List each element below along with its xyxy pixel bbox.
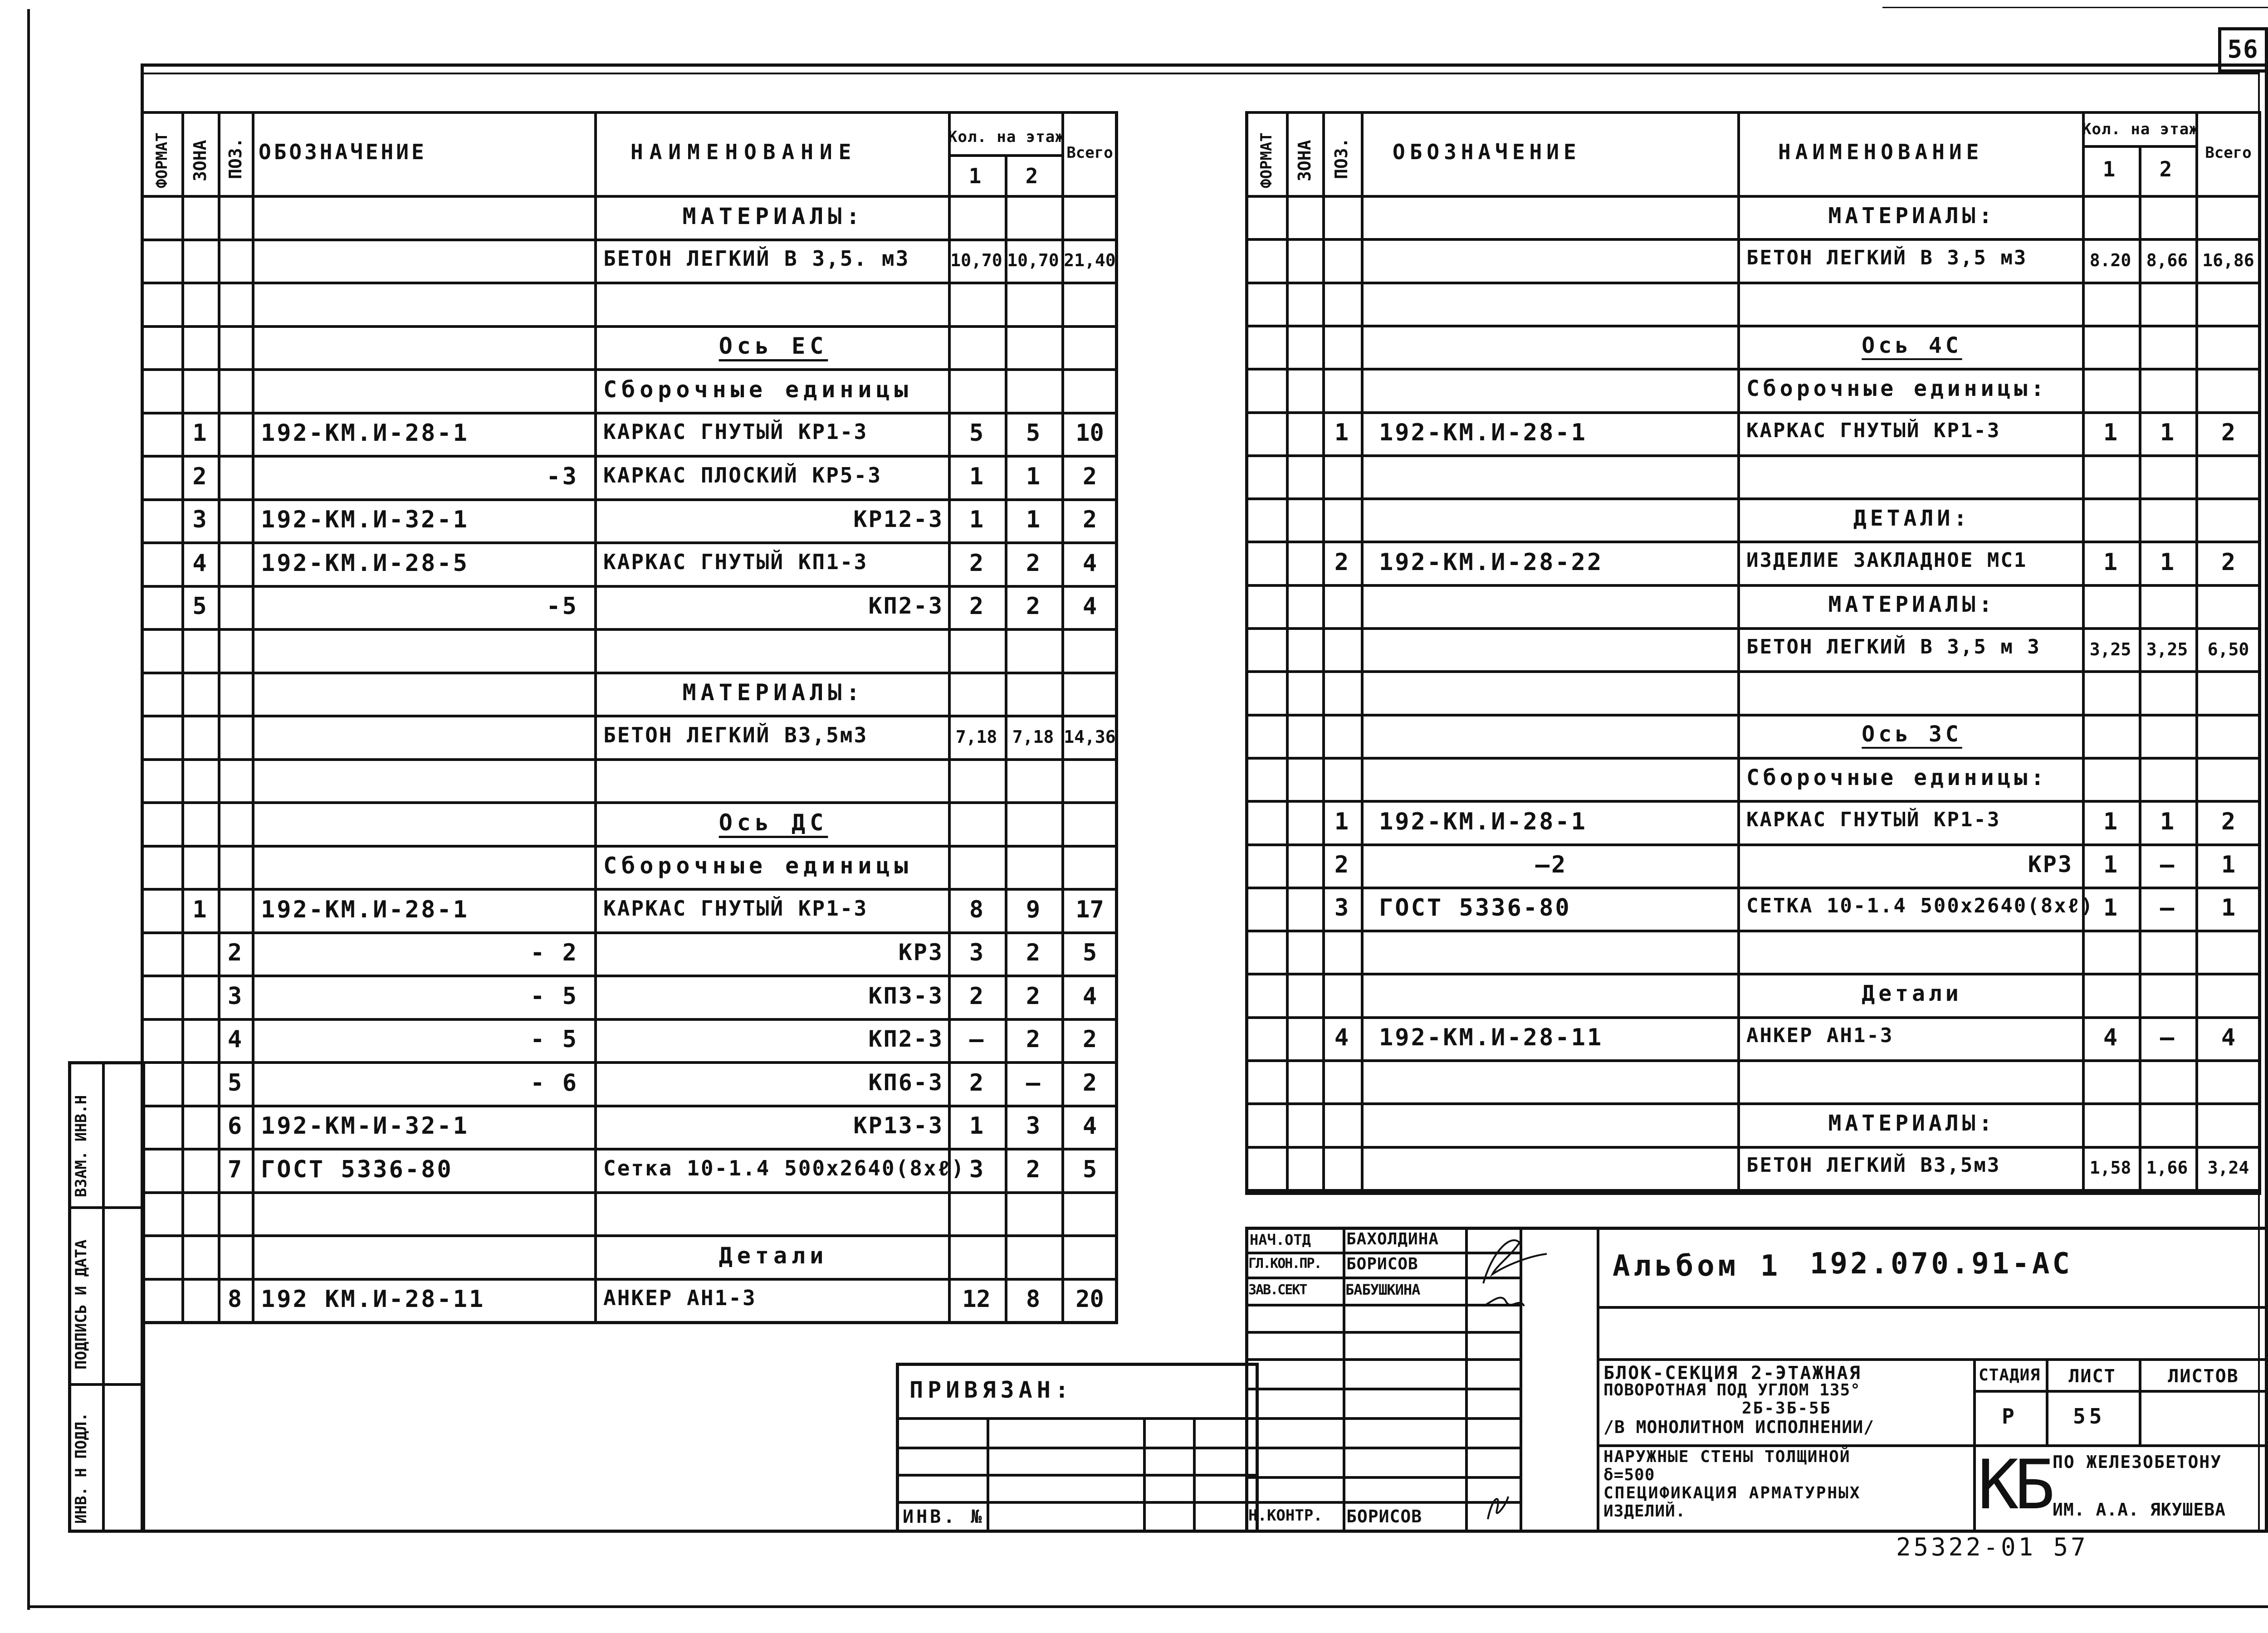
right-row-designation: 192-КМ.И-28-1	[1379, 808, 1587, 835]
left-row-designation: 192-КМ.И-28-1	[261, 896, 469, 923]
right-head-format: ФОРМАТ	[1257, 132, 1276, 188]
left-row-f2: 7,18	[1012, 726, 1054, 747]
right-row-designation: –2	[1535, 851, 1568, 879]
left-row-f2: 2	[1026, 593, 1041, 620]
stage-label: СТАДИЯ	[1978, 1366, 2041, 1384]
left-row-name: АНКЕР АН1-3	[603, 1286, 757, 1311]
right-head-f2: 2	[2159, 157, 2175, 181]
right-row-f2: 8,66	[2146, 250, 2188, 270]
left-row-f1: 12	[962, 1286, 991, 1313]
left-row-f2: 5	[1026, 419, 1041, 447]
org-line-2: ИМ. А.А. ЯКУШЕВА	[2053, 1500, 2226, 1520]
desc-line-1: БЛОК-СЕКЦИЯ 2-ЭТАЖНАЯ	[1603, 1363, 1862, 1384]
left-row-f1: 10,70	[950, 250, 1002, 271]
right-row-name: МАТЕРИАЛЫ:	[1828, 1110, 1996, 1136]
sheet-label: ЛИСТ	[2068, 1366, 2116, 1387]
right-row-name: Ось 4С	[1862, 332, 1962, 358]
left-row-total: 4	[1082, 1112, 1097, 1140]
left-row-total: 4	[1082, 593, 1097, 620]
signature-3	[1488, 1497, 1508, 1519]
left-row-designation: 192-КМ.И-28-5	[261, 549, 469, 577]
inv-no-label: ИНВ. Н ПОДЛ.	[72, 1412, 90, 1524]
left-row-name: КП2-3	[868, 1026, 943, 1053]
left-row-name: КП2-3	[868, 593, 943, 619]
right-row-f1: 1	[2103, 894, 2118, 922]
right-row-f2: 1	[2160, 549, 2175, 576]
right-row-f2: –	[2160, 1024, 2175, 1052]
right-row-name: Детали	[1862, 981, 1962, 1007]
right-row-pos: 3	[1334, 894, 1349, 922]
left-head-pos: ПОЗ.	[225, 137, 245, 179]
left-row-total: 4	[1082, 982, 1097, 1010]
left-head-f2: 2	[1025, 164, 1041, 188]
right-row-name: БЕТОН ЛЕГКИЙ В 3,5 м 3	[1746, 635, 2041, 658]
right-row-name: КР3	[2028, 851, 2073, 878]
bound-label: ПРИВЯЗАН:	[909, 1377, 1073, 1403]
right-row-name: МАТЕРИАЛЫ:	[1828, 592, 1996, 618]
album-label: Альбом 1	[1613, 1249, 1782, 1283]
staff-role-1: НАЧ.ОТД	[1250, 1231, 1311, 1248]
right-row-name: МАТЕРИАЛЫ:	[1828, 203, 1996, 229]
left-row-f2: 9	[1026, 896, 1041, 923]
right-row-total: 2	[2221, 419, 2236, 447]
left-row-name: Детали	[719, 1242, 828, 1269]
left-row-f1: 1	[969, 1112, 984, 1140]
album-code: 192.070.91-АС	[1810, 1247, 2072, 1281]
right-row-designation: 192-КМ.И-28-22	[1379, 549, 1603, 576]
signature-date-label: ПОДПИСЬ И ДАТА	[72, 1239, 90, 1370]
left-row-f2: 2	[1026, 1026, 1041, 1053]
left-row-name: КР12-3	[853, 506, 943, 533]
left-row-f2: —	[1026, 1069, 1041, 1097]
left-row-zone: 1	[192, 419, 207, 447]
right-row-name: КАРКАС ГНУТЫЙ КР1-3	[1746, 419, 2001, 443]
left-row-name: Сборочные единицы	[603, 376, 913, 403]
left-row-zone: 2	[192, 463, 207, 490]
right-head-designation: ОБОЗНАЧЕНИЕ	[1393, 140, 1581, 164]
left-row-f2: 3	[1026, 1112, 1041, 1140]
left-row-name: КР3	[898, 939, 943, 966]
right-row-total: 2	[2221, 549, 2236, 576]
left-row-f1: 2	[969, 593, 984, 620]
left-row-name: КАРКАС ГНУТЫЙ КР1-3	[603, 896, 868, 921]
desc-line-7: СПЕЦИФИКАЦИЯ АРМАТУРНЫХ	[1603, 1484, 1861, 1502]
left-row-designation: - 5	[530, 1026, 578, 1053]
footer-code: 25322-01 57	[1896, 1533, 2088, 1561]
left-row-total: 5	[1082, 1155, 1097, 1183]
right-row-f1: 1	[2103, 851, 2118, 879]
left-row-f1: 3	[969, 939, 984, 967]
left-row-designation: 192 КМ.И-28-11	[261, 1286, 485, 1313]
left-row-f2: 8	[1026, 1286, 1041, 1313]
sheet-value: 55	[2073, 1404, 2106, 1428]
right-row-designation: ГОСТ 5336-80	[1379, 894, 1571, 922]
right-head-zone: ЗОНА	[1295, 140, 1315, 181]
left-head-zone: ЗОНА	[190, 140, 210, 181]
right-row-f2: —	[2160, 851, 2175, 879]
left-head-total: Всего	[1066, 144, 1113, 162]
left-row-total: 14,36	[1064, 726, 1116, 747]
replace-inv-label: ВЗАМ. ИНВ.Н	[72, 1095, 90, 1197]
right-head-qty: Кол. на этаж	[2082, 120, 2199, 138]
left-row-f2: 2	[1026, 1155, 1041, 1183]
left-row-f1: 2	[969, 1069, 984, 1097]
left-head-qty: Кол. на этаж	[948, 128, 1065, 146]
right-row-name: Сборочные единицы:	[1746, 375, 2048, 401]
left-row-name: Сетка 10-1.4 500х2640(8хℓ)	[603, 1155, 965, 1180]
right-row-pos: 2	[1334, 549, 1349, 576]
right-row-total: 1	[2221, 851, 2236, 879]
left-row-designation: -3	[546, 463, 578, 490]
right-row-designation: 192-КМ.И-28-1	[1379, 419, 1587, 447]
left-row-f1: 7,18	[955, 726, 997, 747]
left-row-total: 20	[1075, 1286, 1104, 1313]
left-row-f1: 2	[969, 549, 984, 577]
right-row-name: АНКЕР АН1-3	[1746, 1024, 1894, 1048]
left-row-name: МАТЕРИАЛЫ:	[682, 679, 865, 706]
org-line-1: ПО ЖЕЛЕЗОБЕТОНУ	[2053, 1452, 2222, 1472]
right-row-f2: 1	[2160, 419, 2175, 447]
left-row-name: Ось ДС	[719, 809, 828, 836]
right-row-name: БЕТОН ЛЕГКИЙ В3,5м3	[1746, 1154, 2001, 1177]
left-head-format: ФОРМАТ	[153, 132, 171, 188]
left-row-pos: 6	[227, 1112, 242, 1140]
left-row-total: 2	[1082, 506, 1097, 534]
left-row-pos: 4	[227, 1026, 242, 1053]
right-row-f1: 8.20	[2089, 250, 2131, 270]
left-row-name: КАРКАС ГНУТЫЙ КП1-3	[603, 549, 868, 574]
left-row-pos: 2	[227, 939, 242, 967]
left-row-total: 5	[1082, 939, 1097, 967]
left-row-zone: 5	[192, 593, 207, 620]
desc-line-5: НАРУЖНЫЕ СТЕНЫ ТОЛЩИНОЙ	[1603, 1448, 1851, 1466]
left-row-name: КП6-3	[868, 1069, 943, 1096]
right-row-f1: 1	[2103, 808, 2118, 835]
right-row-name: КАРКАС ГНУТЫЙ КР1-3	[1746, 808, 2001, 831]
left-row-name: КАРКАС ГНУТЫЙ КР1-3	[603, 419, 868, 444]
left-head-name: НАИМЕНОВАНИЕ	[631, 140, 858, 164]
left-row-pos: 5	[227, 1069, 242, 1097]
right-row-name: Ось 3С	[1862, 721, 1962, 747]
right-row-f2: 3,25	[2146, 639, 2188, 659]
left-row-f1: 5	[969, 419, 984, 447]
left-row-f2: 2	[1026, 982, 1041, 1010]
left-row-total: 17	[1075, 896, 1104, 923]
right-row-name: ДЕТАЛИ:	[1853, 505, 1971, 531]
left-row-total: 21,40	[1064, 250, 1116, 271]
sheet-number: 56	[2227, 35, 2259, 63]
norm-control-name: БОРИСОВ	[1346, 1506, 1422, 1526]
desc-line-6: δ=500	[1603, 1466, 1655, 1484]
left-row-name: МАТЕРИАЛЫ:	[682, 203, 865, 229]
left-row-designation: ГОСТ 5336-80	[261, 1155, 453, 1183]
signature-2	[1483, 1297, 1524, 1306]
left-row-pos: 3	[227, 982, 242, 1010]
left-head-f1: 1	[968, 164, 984, 188]
left-row-f2: 1	[1026, 463, 1041, 490]
right-head-f1: 1	[2102, 157, 2118, 181]
right-row-designation: 192-КМ.И-28-11	[1379, 1024, 1603, 1052]
left-head-designation: ОБОЗНАЧЕНИЕ	[259, 140, 427, 164]
left-row-zone: 1	[192, 896, 207, 923]
left-row-designation: - 2	[530, 939, 578, 967]
left-row-total: 2	[1082, 1069, 1097, 1097]
right-row-name: Сборочные единицы:	[1746, 765, 2048, 790]
bound-inv-label: ИНВ. №	[903, 1506, 985, 1527]
left-row-pos: 8	[227, 1286, 242, 1313]
staff-role-2: ГЛ.КОН.ПР.	[1248, 1256, 1321, 1272]
right-head-pos: ПОЗ.	[1331, 137, 1351, 179]
left-row-name: Ось ЕС	[719, 333, 828, 360]
right-row-f2: 1	[2160, 808, 2175, 835]
right-row-f2: –	[2160, 894, 2175, 922]
sheets-label: ЛИСТОВ	[2168, 1366, 2239, 1387]
left-row-f2: 2	[1026, 939, 1041, 967]
right-row-total: 4	[2221, 1024, 2236, 1052]
left-row-pos: 7	[227, 1155, 242, 1183]
left-row-f2: 10,70	[1007, 250, 1059, 271]
right-row-name: БЕТОН ЛЕГКИЙ В 3,5 м3	[1746, 246, 2028, 269]
left-row-f1: 3	[969, 1155, 984, 1183]
left-row-f2: 2	[1026, 549, 1041, 577]
left-row-designation: - 5	[530, 982, 578, 1010]
right-row-f1: 1	[2103, 549, 2118, 576]
right-row-total: 3,24	[2207, 1158, 2249, 1178]
left-row-name: БЕТОН ЛЕГКИЙ В 3,5. м3	[603, 246, 910, 271]
right-row-f2: 1,66	[2146, 1158, 2188, 1178]
desc-line-3: 2Б-3Б-5Б	[1742, 1399, 1832, 1418]
right-row-name: СЕТКА 10-1.4 500х2640(8хℓ)	[1746, 894, 2094, 918]
left-row-designation: - 6	[530, 1069, 578, 1097]
left-row-f1: 8	[969, 896, 984, 923]
left-row-zone: 4	[192, 549, 207, 577]
left-row-designation: 192-КМ.И-28-1	[261, 419, 469, 447]
right-row-total: 16,86	[2202, 250, 2254, 270]
right-row-pos: 1	[1334, 419, 1349, 447]
left-row-f1: 1	[969, 463, 984, 490]
left-row-name: БЕТОН ЛЕГКИЙ В3,5м3	[603, 722, 868, 747]
left-row-total: 2	[1082, 1026, 1097, 1053]
staff-name-2: БОРИСОВ	[1346, 1255, 1418, 1273]
left-row-name: Сборочные единицы	[603, 853, 913, 879]
left-row-designation: -5	[546, 593, 578, 620]
staff-name-3: БАБУШКИНА	[1345, 1281, 1420, 1298]
left-row-name: КАРКАС ПЛОСКИЙ КР5-3	[603, 463, 882, 487]
right-row-pos: 2	[1334, 851, 1349, 879]
right-row-f1: 3,25	[2089, 639, 2131, 659]
left-row-f1: 2	[969, 982, 984, 1010]
left-row-f1: 1	[969, 506, 984, 534]
left-row-name: КП3-3	[868, 982, 943, 1009]
norm-control-role: Н.КОНТР.	[1248, 1506, 1323, 1525]
left-row-designation: 192-КМ-И-32-1	[261, 1112, 469, 1140]
right-head-total: Всего	[2205, 144, 2252, 162]
staff-role-3: ЗАВ.СЕКТ	[1248, 1282, 1307, 1298]
left-row-f1: –	[969, 1026, 984, 1053]
right-row-pos: 4	[1334, 1024, 1349, 1052]
left-row-zone: 3	[192, 506, 207, 534]
stage-value: Р	[2002, 1404, 2017, 1428]
right-row-total: 6,50	[2207, 639, 2249, 659]
right-row-pos: 1	[1334, 808, 1349, 835]
right-row-name: ИЗДЕЛИЕ ЗАКЛАДНОЕ МС1	[1746, 549, 2028, 572]
right-row-total: 1	[2221, 894, 2236, 922]
right-row-f1: 1,58	[2089, 1158, 2131, 1178]
left-row-total: 10	[1075, 419, 1104, 447]
staff-name-1: БАХОЛДИНА	[1346, 1230, 1439, 1248]
right-row-f1: 1	[2103, 419, 2118, 447]
left-row-name: КР13-3	[853, 1112, 943, 1139]
right-head-name: НАИМЕНОВАНИЕ	[1778, 140, 1984, 164]
right-row-total: 2	[2221, 808, 2236, 835]
org-logo: КБ	[1978, 1446, 2051, 1525]
desc-line-4: /В МОНОЛИТНОМ ИСПОЛНЕНИИ/	[1603, 1417, 1874, 1437]
left-row-designation: 192-КМ.И-32-1	[261, 506, 469, 534]
right-row-f1: 4	[2103, 1024, 2118, 1052]
desc-line-8: ИЗДЕЛИЙ.	[1603, 1502, 1686, 1521]
left-row-total: 4	[1082, 549, 1097, 577]
left-row-total: 2	[1082, 463, 1097, 490]
desc-line-2: ПОВОРОТНАЯ ПОД УГЛОМ 135°	[1603, 1381, 1861, 1399]
signature-1	[1483, 1240, 1547, 1283]
left-row-f2: 1	[1026, 506, 1041, 534]
